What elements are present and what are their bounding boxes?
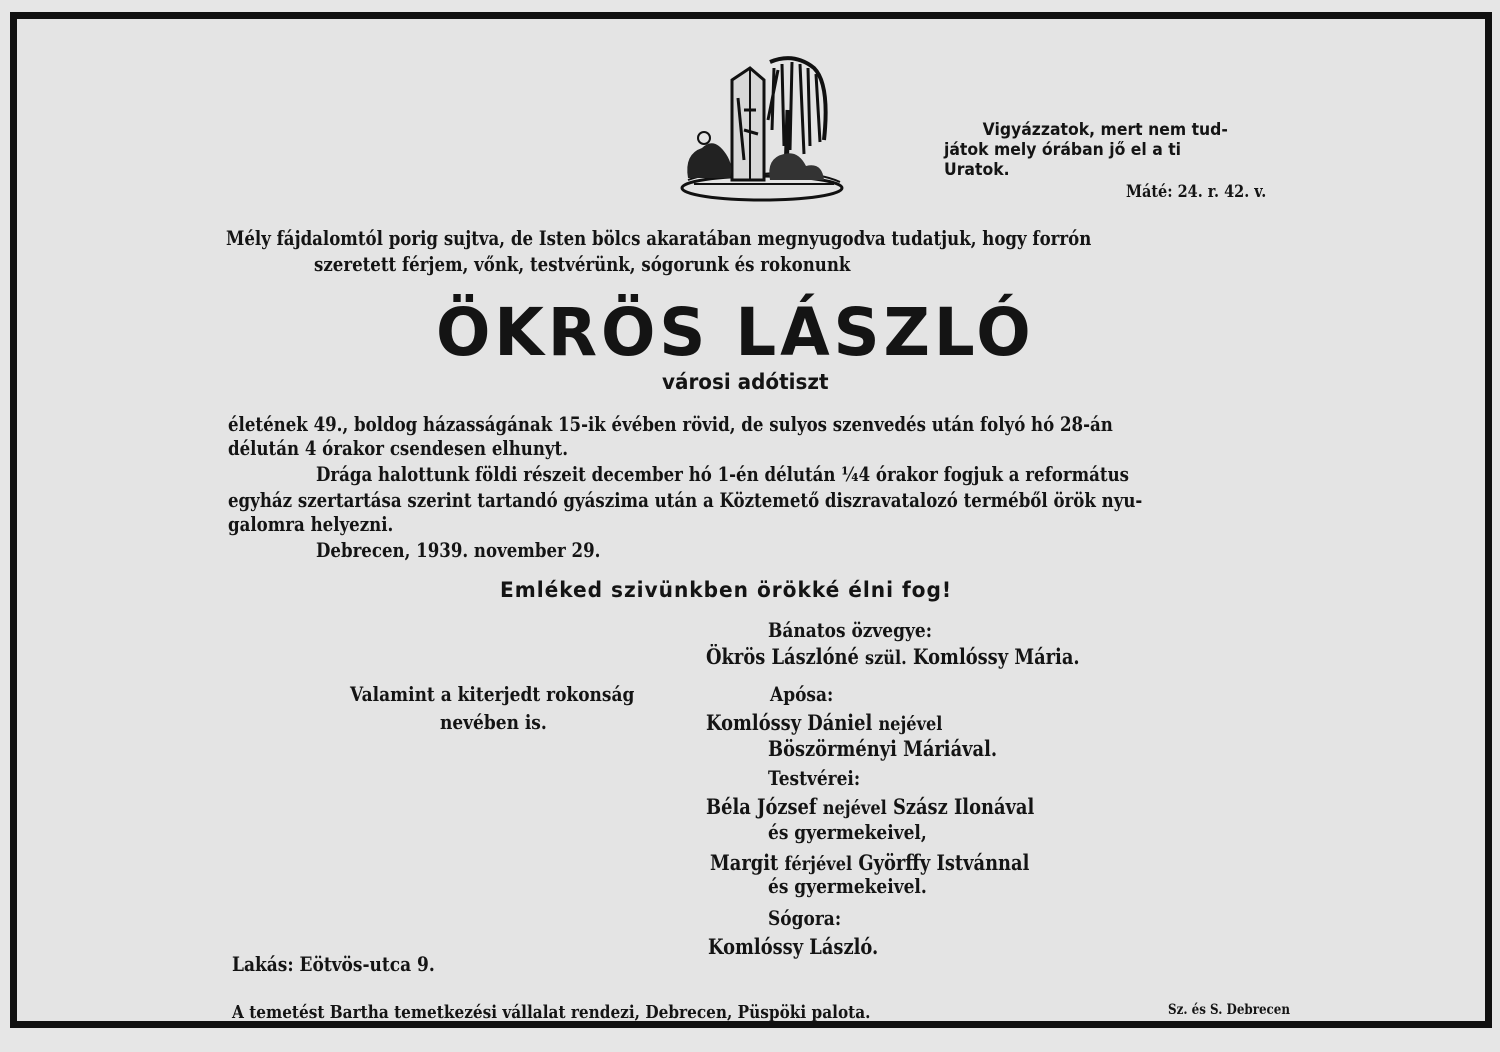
widow-label: Bánatos özvegye: [768,618,932,642]
sibling-with: nejével [822,797,887,819]
sibling-with: férjével [784,853,853,875]
quote-line: Uratok. [944,160,1010,180]
deceased-title: városi adótiszt [662,370,829,394]
widow-born: szül. [865,647,907,669]
body-line: életének 49., boldog házasságának 15-ik évében rövid, de sulyos szenvedés után folyó hó 28-án [228,412,1113,436]
scripture-reference: Máté: 24. r. 42. v. [1126,182,1267,202]
brother-in-law-name: Komlóssy László. [708,934,879,959]
relatives-note: Valamint a kiterjedt rokonság [350,682,635,706]
father-in-law-name: Komlóssy Dániel [706,710,873,735]
father-in-law-wife: Böszörményi Máriával. [768,736,998,761]
father-in-law-with: nejével [878,713,943,735]
brother-in-law-label: Sógora: [768,906,842,930]
body-line: egyház szertartása szerint tartandó gyászima után a Köztemető diszravatalozó terméből örök nyu- [228,488,1143,512]
deceased-name: ÖKRÖS LÁSZLÓ [436,294,1035,371]
body-line: Drága halottunk földi részeit december hó 1-én délután ¼4 órakor fogjuk a református [316,462,1129,486]
printer-mark: Sz. és S. Debrecen [1168,1002,1291,1018]
scripture-quote [944,120,1324,180]
sibling-line [706,794,1034,819]
date-line: Debrecen, 1939. november 29. [316,538,601,562]
memorial-motto: Emléked szivünkben örökké élni fog! [500,578,953,602]
sibling-children: és gyermekeivel, [768,820,927,844]
sibling-name: Béla József [706,794,817,819]
sibling-children: és gyermekeivel. [768,874,927,898]
sibling-spouse: Szász Ilonával [892,794,1035,819]
quote-line: játok mely órában jő el a ti [944,140,1182,160]
quote-line: Vigyázzatok, mert nem tud- [982,120,1228,140]
siblings-label: Testvérei: [768,766,861,790]
father-in-law-line [706,710,942,735]
father-in-law-label: Apósa: [770,682,834,706]
body-line: délután 4 órakor csendesen elhunyt. [228,436,569,460]
sibling-spouse: Györffy Istvánnal [858,850,1030,875]
home-address: Lakás: Eötvös-utca 9. [232,952,435,976]
widow-line [706,644,1080,669]
body-line: galomra helyezni. [228,512,394,536]
funeral-director-note: A temetést Bartha temetkezési vállalat rendezi, Debrecen, Püspöki palota. [232,1002,871,1023]
sibling-name: Margit [710,850,779,875]
widow-maiden-name: Komlóssy Mária. [913,644,1080,669]
sibling-line [710,850,1029,875]
intro-line: Mély fájdalomtól porig sujtva, de Isten bölcs akaratában megnyugodva tudatjuk, hogy forrón [226,226,1092,250]
intro-line: szeretett férjem, vőnk, testvérünk, sógorunk és rokonunk [314,252,851,276]
relatives-note: nevében is. [440,710,547,734]
memorial-monument-icon [674,50,848,202]
widow-name: Ökrös Lászlóné [706,644,859,669]
